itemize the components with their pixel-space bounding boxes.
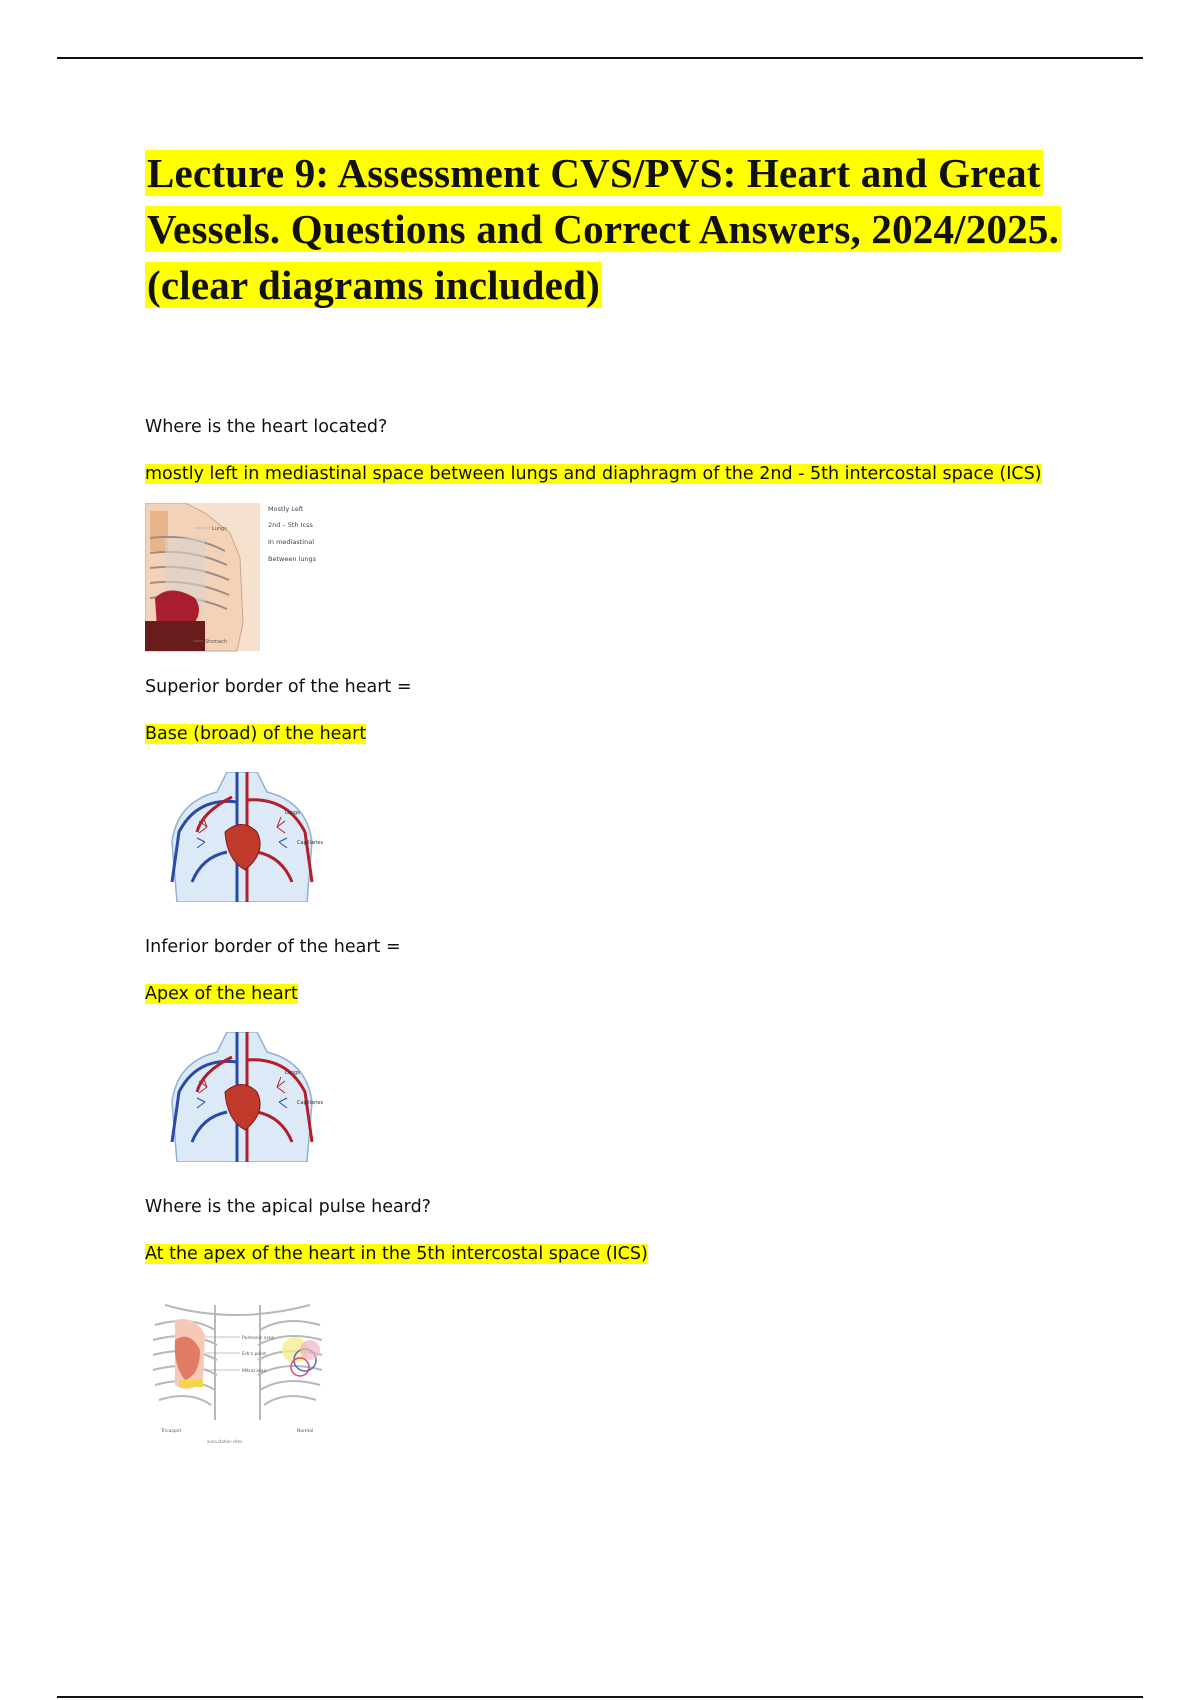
svg-text:Lungs: Lungs [212,526,227,532]
svg-text:Pulmonic area: Pulmonic area [242,1336,274,1341]
header-rule [57,57,1143,59]
svg-text:Capillaries: Capillaries [297,840,324,846]
answer-1: mostly left in mediastinal space between lungs and diaphragm of the 2nd - 5th intercostal space (ICS) [145,464,1042,484]
question-4: Where is the apical pulse heard? [145,1197,431,1217]
svg-text:Lungs: Lungs [285,810,300,816]
circulatory-system-figure [157,772,327,902]
figure-label-mostly-left: Mostly Left [268,505,304,513]
document-body [145,145,1065,313]
svg-text:Normal: Normal [297,1429,314,1434]
svg-text:Lungs: Lungs [285,1070,300,1076]
footer-rule [57,1696,1143,1698]
answer-4: At the apex of the heart in the 5th intercostal space (ICS) [145,1244,648,1264]
ribcage-auscultation-figure [145,1295,330,1445]
svg-text:Erb's point: Erb's point [242,1352,267,1357]
answer-2: Base (broad) of the heart [145,724,367,744]
figure-label-between-lungs: Between lungs [268,555,317,563]
svg-text:Stomach: Stomach [205,639,228,645]
svg-text:auscultation sites: auscultation sites [207,1439,243,1444]
thorax-heart-location-figure [145,503,335,655]
svg-text:Tricuspid: Tricuspid [161,1429,181,1434]
question-1: Where is the heart located? [145,417,388,437]
svg-text:Mitral area: Mitral area [242,1369,267,1374]
circulatory-system-figure-2 [157,1032,327,1162]
answer-3: Apex of the heart [145,984,298,1004]
svg-text:Capillaries: Capillaries [297,1100,324,1106]
question-3: Inferior border of the heart = [145,937,401,957]
figure-label-ics: 2nd – 5th Icss [268,521,313,529]
document-title: Lecture 9: Assessment CVS/PVS: Heart and Great Vessels. Questions and Correct Answers, 2024/2025. (clear diagrams included) [147,150,1060,308]
question-2: Superior border of the heart = [145,677,412,697]
figure-label-mediastinal: In mediastinal [268,538,314,546]
